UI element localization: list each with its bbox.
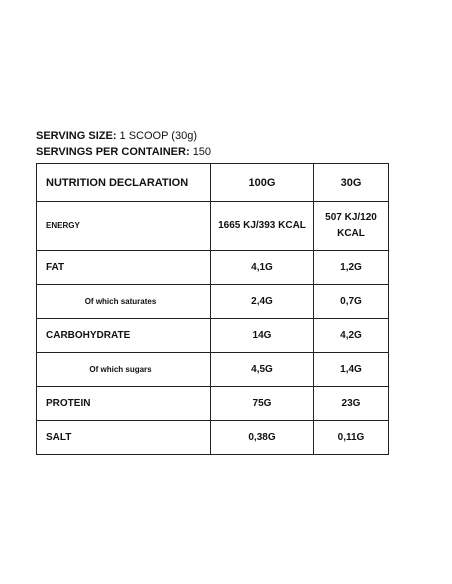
servings-per-container-label: SERVINGS PER CONTAINER: <box>36 146 190 158</box>
header-100g: 100G <box>211 164 314 202</box>
table-row-sugars <box>37 353 389 387</box>
saturates-30g-value: 0,7G <box>314 285 389 319</box>
header-30g: 30G <box>314 164 389 202</box>
serving-info <box>36 128 211 160</box>
table-row-carbohydrate <box>37 319 389 353</box>
fat-100g-value: 4,1G <box>211 251 314 285</box>
energy-100g-value: 1665 KJ/393 KCAL <box>211 202 314 251</box>
sugars-30g-value: 1,4G <box>314 353 389 387</box>
saturates-100g-value: 2,4G <box>211 285 314 319</box>
row-label-sugars: Of which sugars <box>37 353 211 387</box>
table-row-saturates <box>37 285 389 319</box>
serving-size-label: SERVING SIZE: <box>36 130 117 142</box>
header-nutrition-declaration: NUTRITION DECLARATION <box>37 164 211 202</box>
salt-100g-value: 0,38G <box>211 421 314 455</box>
serving-size-line <box>36 128 211 144</box>
table-header-row <box>37 164 389 202</box>
serving-size-value: 1 SCOOP (30g) <box>119 130 197 142</box>
energy-30g-value: 507 KJ/120 KCAL <box>314 202 389 251</box>
servings-per-container-value: 150 <box>192 146 212 158</box>
fat-30g-value: 1,2G <box>314 251 389 285</box>
row-label-fat: FAT <box>37 251 211 285</box>
carbohydrate-100g-value: 14G <box>211 319 314 353</box>
table-row-fat <box>37 251 389 285</box>
protein-100g-value: 75G <box>211 387 314 421</box>
row-label-protein: PROTEIN <box>37 387 211 421</box>
nutrition-table <box>36 163 389 455</box>
carbohydrate-30g-value: 4,2G <box>314 319 389 353</box>
row-label-energy: ENERGY <box>37 202 211 251</box>
protein-30g-value: 23G <box>314 387 389 421</box>
row-label-carbohydrate: CARBOHYDRATE <box>37 319 211 353</box>
table-row-protein <box>37 387 389 421</box>
table-row-salt <box>37 421 389 455</box>
table-row-energy <box>37 202 389 251</box>
row-label-salt: SALT <box>37 421 211 455</box>
row-label-saturates: Of which saturates <box>37 285 211 319</box>
servings-per-container-line <box>36 144 211 160</box>
salt-30g-value: 0,11G <box>314 421 389 455</box>
sugars-100g-value: 4,5G <box>211 353 314 387</box>
